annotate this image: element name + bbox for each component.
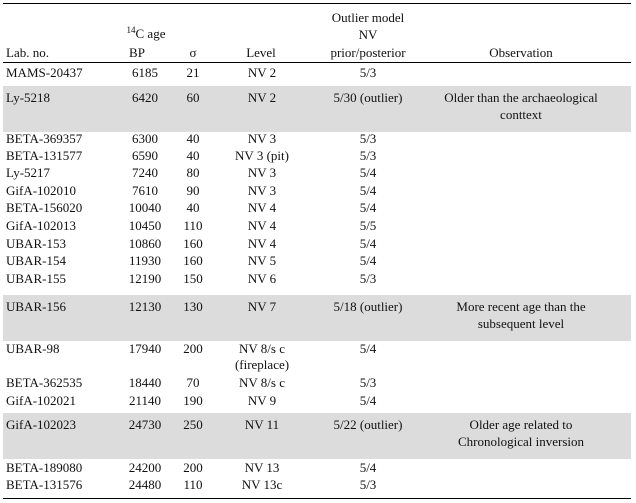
observation-line-2: Chronological inversion bbox=[457, 434, 585, 449]
cell-lab-no: BETA-362535 bbox=[6, 375, 83, 390]
observation-line-2: subsequent level bbox=[477, 316, 565, 331]
cell-prior-posterior: 5/3 bbox=[359, 148, 377, 163]
header-outlier-model: Outlier model bbox=[331, 10, 405, 25]
cell-level: NV 2 bbox=[247, 65, 277, 80]
cell-prior-posterior: 5/30 (outlier) bbox=[333, 90, 403, 105]
cell-lab-no: BETA-131577 bbox=[6, 148, 83, 163]
cell-prior-posterior: 5/4 bbox=[359, 165, 377, 180]
observation-line-1: Older age related to bbox=[469, 417, 573, 432]
cell-lab-no: BETA-156020 bbox=[6, 200, 83, 215]
cell-lab-no: GifA-102013 bbox=[6, 218, 77, 233]
cell-prior-posterior: 5/3 bbox=[359, 477, 377, 492]
cell-sigma: 110 bbox=[183, 218, 203, 233]
cell-sigma: 70 bbox=[186, 375, 200, 390]
cell-prior-posterior: 5/3 bbox=[359, 271, 377, 286]
cell-bp: 7240 bbox=[132, 165, 158, 180]
header-level: Level bbox=[246, 45, 276, 60]
cell-level: NV 6 bbox=[247, 271, 277, 286]
cell-bp: 6300 bbox=[132, 131, 158, 146]
cell-sigma: 80 bbox=[186, 165, 200, 180]
cell-sigma: 150 bbox=[183, 271, 203, 286]
cell-bp: 6420 bbox=[132, 90, 158, 105]
cell-sigma: 250 bbox=[183, 417, 203, 432]
top-rule bbox=[3, 3, 631, 4]
cell-level: NV 11 bbox=[244, 417, 280, 432]
cell-lab-no: MAMS-20437 bbox=[6, 65, 83, 80]
cell-sigma: 200 bbox=[183, 460, 203, 475]
cell-sigma: 190 bbox=[183, 393, 203, 408]
cell-lab-no: Ly-5217 bbox=[6, 165, 51, 180]
cell-level-note: (fireplace) bbox=[234, 357, 290, 372]
cell-level: NV 2 bbox=[247, 90, 277, 105]
observation-line-1: Older than the archaeological bbox=[444, 90, 598, 105]
cell-prior-posterior: 5/3 bbox=[359, 375, 377, 390]
cell-lab-no: UBAR-156 bbox=[6, 299, 66, 314]
cell-prior-posterior: 5/4 bbox=[359, 200, 377, 215]
cell-level: NV 5 bbox=[247, 253, 277, 268]
cell-observation bbox=[456, 298, 585, 332]
cell-sigma: 130 bbox=[183, 299, 203, 314]
cell-sigma: 40 bbox=[186, 200, 200, 215]
cell-prior-posterior: 5/3 bbox=[359, 65, 377, 80]
cell-prior-posterior: 5/18 (outlier) bbox=[333, 299, 403, 314]
cell-lab-no: GifA-102023 bbox=[6, 417, 77, 432]
cell-bp: 12130 bbox=[128, 299, 162, 314]
header-c14-rest: C age bbox=[135, 26, 166, 41]
cell-bp: 10040 bbox=[128, 200, 162, 215]
cell-sigma: 110 bbox=[183, 477, 203, 492]
header-sigma: σ bbox=[189, 45, 197, 60]
header-c14-age bbox=[127, 27, 166, 40]
cell-bp: 24730 bbox=[128, 417, 162, 432]
cell-lab-no: BETA-189080 bbox=[6, 460, 83, 475]
cell-sigma: 60 bbox=[186, 90, 200, 105]
cell-bp: 18440 bbox=[128, 375, 162, 390]
cell-bp: 17940 bbox=[128, 341, 162, 356]
cell-level: NV 8/s c bbox=[239, 341, 285, 356]
header-lab-no: Lab. no. bbox=[6, 45, 49, 60]
cell-bp: 6590 bbox=[132, 148, 158, 163]
cell-lab-no: UBAR-98 bbox=[6, 341, 60, 356]
cell-bp: 24480 bbox=[128, 477, 162, 492]
cell-level: NV 7 bbox=[247, 299, 277, 314]
cell-bp: 11930 bbox=[128, 253, 162, 268]
cell-observation bbox=[458, 416, 584, 450]
cell-lab-no: UBAR-155 bbox=[6, 271, 66, 286]
cell-bp: 7610 bbox=[132, 183, 158, 198]
cell-prior-posterior: 5/4 bbox=[359, 183, 377, 198]
bottom-rule bbox=[3, 498, 631, 499]
cell-sigma: 90 bbox=[186, 183, 200, 198]
cell-prior-posterior: 5/4 bbox=[359, 341, 377, 356]
cell-lab-no: GifA-102010 bbox=[6, 183, 77, 198]
observation-line-1: More recent age than the bbox=[456, 299, 586, 314]
cell-prior-posterior: 5/4 bbox=[359, 393, 377, 408]
header-nv: NV bbox=[358, 27, 378, 42]
cell-bp: 10860 bbox=[128, 236, 162, 251]
cell-prior-posterior: 5/4 bbox=[359, 253, 377, 268]
cell-sigma: 160 bbox=[183, 253, 203, 268]
header-bp: BP bbox=[129, 45, 145, 60]
cell-sigma: 21 bbox=[186, 65, 200, 80]
cell-sigma: 200 bbox=[183, 341, 203, 356]
cell-prior-posterior: 5/22 (outlier) bbox=[333, 417, 403, 432]
cell-bp: 6185 bbox=[132, 65, 158, 80]
cell-lab-no: UBAR-154 bbox=[6, 253, 66, 268]
cell-sigma: 40 bbox=[186, 148, 200, 163]
header-c14-sup: 14 bbox=[126, 25, 136, 35]
cell-sigma: 40 bbox=[186, 131, 200, 146]
cell-level: NV 3 bbox=[247, 165, 277, 180]
cell-bp: 24200 bbox=[128, 460, 162, 475]
cell-level: NV 3 (pit) bbox=[235, 148, 289, 163]
cell-bp: 21140 bbox=[128, 393, 162, 408]
cell-level: NV 3 bbox=[247, 131, 277, 146]
cell-level: NV 13c bbox=[241, 477, 283, 492]
cell-bp: 12190 bbox=[128, 271, 162, 286]
cell-sigma: 160 bbox=[183, 236, 203, 251]
cell-lab-no: BETA-369357 bbox=[6, 131, 83, 146]
cell-lab-no: BETA-131576 bbox=[6, 477, 83, 492]
cell-prior-posterior: 5/4 bbox=[359, 460, 377, 475]
header-rule bbox=[3, 62, 631, 63]
cell-lab-no: UBAR-153 bbox=[6, 236, 66, 251]
cell-level: NV 8/s c bbox=[239, 375, 285, 390]
cell-lab-no: GifA-102021 bbox=[6, 393, 77, 408]
cell-prior-posterior: 5/3 bbox=[359, 131, 377, 146]
cell-level: NV 4 bbox=[247, 236, 277, 251]
header-prior-posterior: prior/posterior bbox=[330, 45, 406, 60]
cell-level: NV 3 bbox=[247, 183, 277, 198]
cell-level: NV 13 bbox=[244, 460, 280, 475]
cell-prior-posterior: 5/5 bbox=[359, 218, 377, 233]
cell-level: NV 9 bbox=[247, 393, 277, 408]
cell-level: NV 4 bbox=[247, 200, 277, 215]
cell-bp: 10450 bbox=[128, 218, 162, 233]
cell-observation bbox=[444, 89, 597, 123]
cell-level: NV 4 bbox=[247, 218, 277, 233]
cell-lab-no: Ly-5218 bbox=[6, 90, 51, 105]
header-observation: Observation bbox=[489, 45, 553, 60]
cell-prior-posterior: 5/4 bbox=[359, 236, 377, 251]
observation-line-2: conttext bbox=[500, 107, 542, 122]
